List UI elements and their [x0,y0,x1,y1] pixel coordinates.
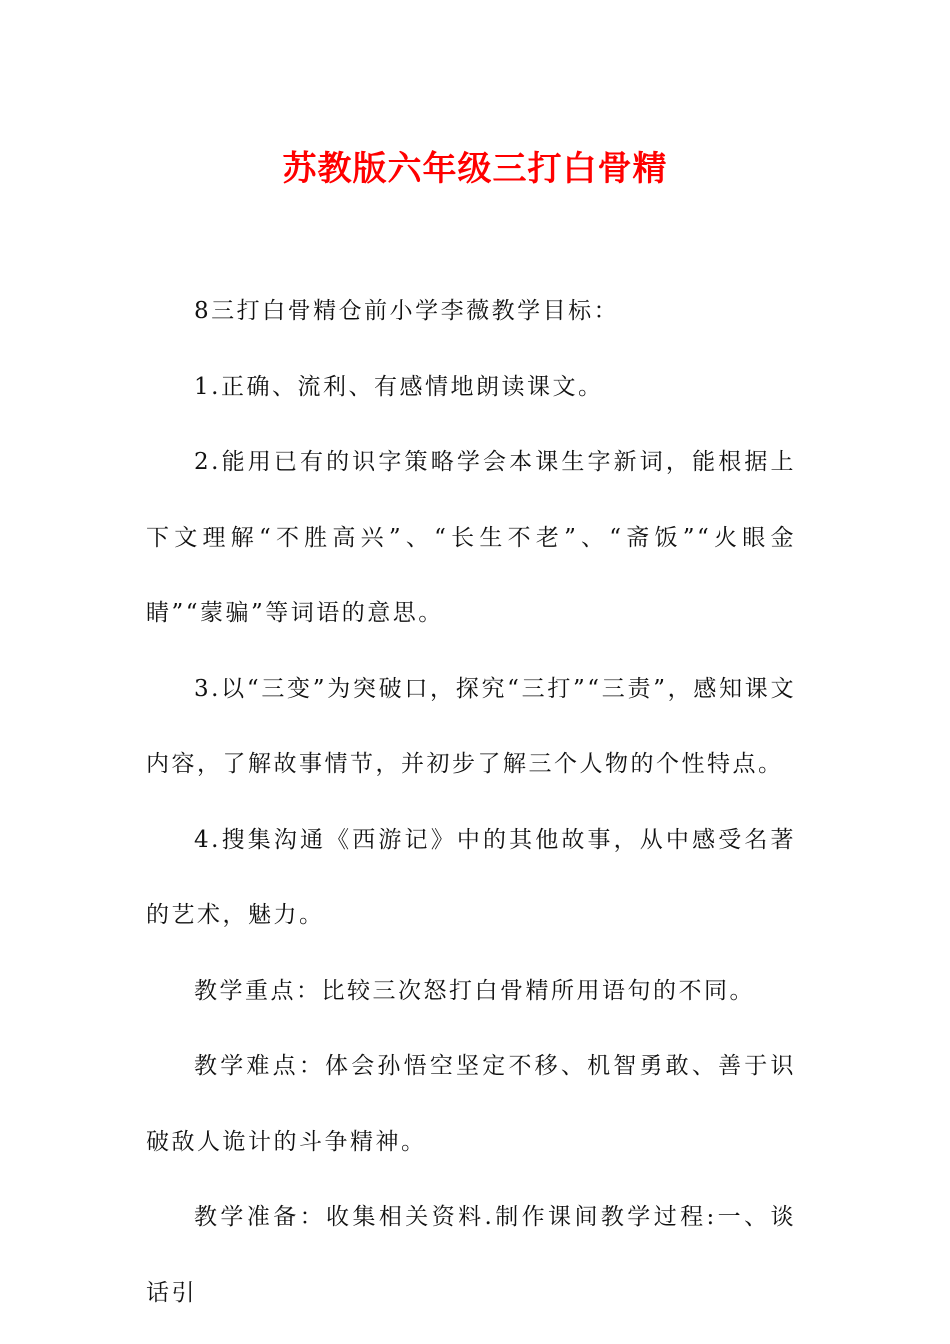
paragraph-goal-1: 1.正确、流利、有感情地朗读课文。 [194,373,604,400]
paragraph-goal-2: 2.能用已有的识字策略学会本课生字新词，能根据上下文理解“不胜高兴”、“长生不老”、“斋饭”“火眼金睛”“蒙骗”等词语的意思。 [146,449,796,626]
paragraph-key-point: 教学重点：比较三次怒打白骨精所用语句的不同。 [194,977,755,1004]
paragraph-intro: 8三打白骨精仓前小学李薇教学目标： [194,298,620,324]
document-body [146,274,796,1331]
paragraph-difficulty: 教学难点：体会孙悟空坚定不移、机智勇敢、善于识破敌人诡计的斗争精神。 [146,1053,796,1155]
paragraph-preparation: 教学准备：收集相关资料.制作课间教学过程:一、谈话引 [146,1204,796,1306]
paragraph-goal-4: 4.搜集沟通《西游记》中的其他故事，从中感受名著的艺术，魅力。 [146,826,796,928]
document-title: 苏教版六年级三打白骨精 [282,149,668,189]
paragraph-goal-3: 3.以“三变”为突破口，探究“三打”“三责”，感知课文内容，了解故事情节，并初步了解三个人物的个性特点。 [146,675,796,777]
